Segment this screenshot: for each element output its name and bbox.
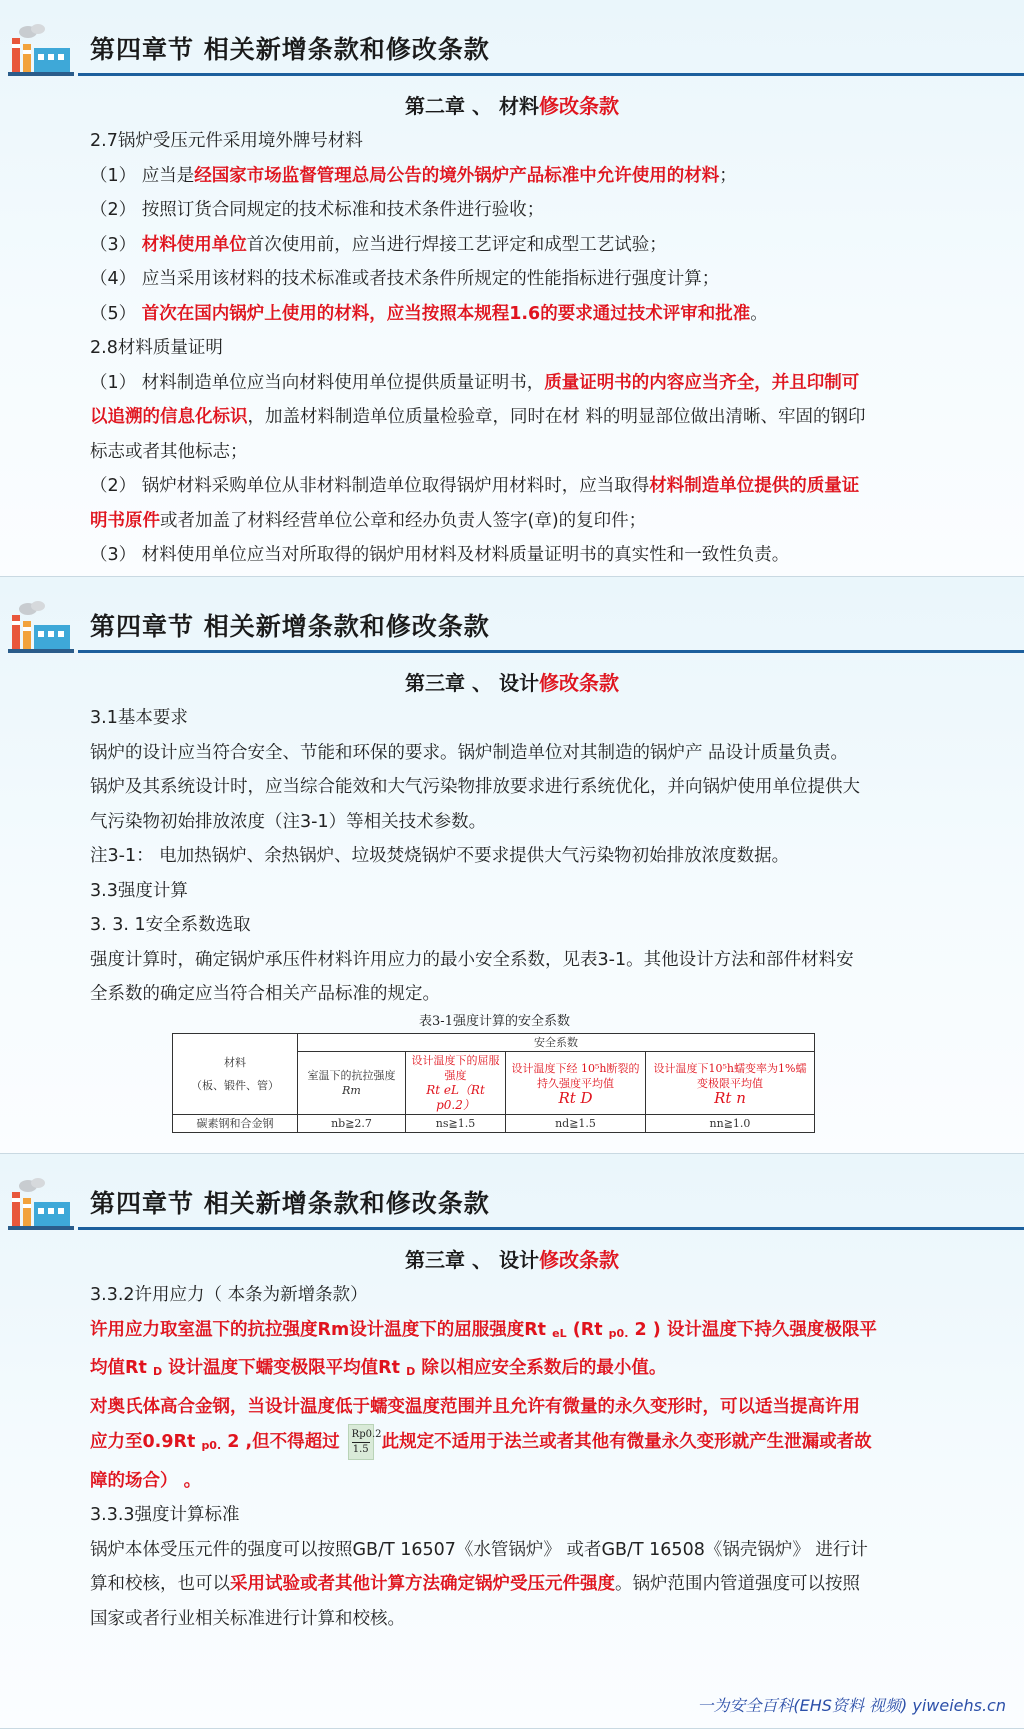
text-line	[90, 400, 940, 435]
text: 3.1基本要求	[90, 708, 188, 728]
text-line	[90, 736, 940, 771]
text: 除以相应安全系数后的最小值。	[415, 1358, 667, 1378]
clause-333-body-cont	[90, 1567, 940, 1602]
text: 锅炉及其系统设计时，应当综合能效和大气污染物排放要求进行系统优化，并向锅炉使用单位提供大	[90, 777, 860, 797]
chapter-heading-red: 修改条款	[538, 671, 619, 695]
text: 强度计算时，确定锅炉承压件材料许用应力的最小安全系数，见表3-1。其他设计方法和部件材料安	[90, 949, 854, 970]
text-line	[90, 159, 940, 194]
col-symbol: Rt n	[714, 1088, 746, 1107]
material-header-label: 材料	[224, 1056, 246, 1069]
text-line	[90, 538, 940, 573]
slide-design	[0, 577, 1024, 1154]
slide-header	[0, 18, 1024, 80]
safety-factor-table	[172, 1033, 815, 1133]
chapter-heading-black: 第三章 、 设计	[405, 671, 539, 695]
section-title: 第四章节 相关新增条款和修改条款	[90, 1189, 490, 1218]
formula-denominator: 1.5	[352, 1444, 369, 1455]
highlight-text: 明书原件	[90, 510, 160, 531]
clause-333-body: 锅炉本体受压元件的强度可以按照GB/T 16507《水管锅炉》 或者GB/T 16508《锅壳锅炉》 进行计	[90, 1539, 868, 1560]
allowable-stress-definition-cont	[90, 1351, 940, 1390]
highlight-text: 经国家市场监督管理总局公告的境外锅炉产品标准中允许使用的材料	[194, 165, 720, 186]
subscript: eL	[552, 1326, 567, 1340]
text: 气污染物初始排放浓度（注3-1）等相关技术参数。	[90, 811, 487, 832]
text-line	[90, 701, 940, 736]
subscript: D	[152, 1365, 163, 1378]
text: （1） 应当是	[90, 165, 195, 186]
slide-header	[0, 1172, 1024, 1234]
text-line	[90, 228, 940, 263]
text: 此规定不适用于法兰或者其他有微量永久变形就产生泄漏或者故	[381, 1432, 872, 1452]
col-label: 室温下的抗拉强度	[307, 1069, 396, 1082]
watermark: 一为安全百科(EHS资料 视频) yiweiehs.cn	[697, 1696, 1006, 1715]
text-line	[90, 908, 940, 943]
text-line	[90, 435, 940, 470]
subscript: D	[406, 1365, 416, 1378]
table-cell: ns≧1.5	[406, 1115, 506, 1133]
col-label: 设计温度下10⁵h蠕变率为1%蠕 变极限平均值	[653, 1061, 807, 1090]
safety-factor-table-figure	[172, 1011, 817, 1145]
material-header	[173, 1034, 298, 1115]
chapter-heading	[0, 90, 1024, 119]
material-header-sub: （板、锻件、管）	[191, 1079, 279, 1092]
text-line	[90, 839, 940, 874]
subscript: p0.	[608, 1326, 629, 1340]
text-line	[90, 297, 940, 332]
highlight-text: 以追溯的信息化标识	[90, 407, 248, 427]
clause-332-title: 3.3.2许用应力（ 本条为新增条款）	[90, 1285, 368, 1305]
subscript: p0.	[201, 1439, 222, 1452]
section-title: 第四章节 相关新增条款和修改条款	[90, 35, 490, 64]
text: 全系数的确定应当符合相关产品标准的规定。	[90, 984, 440, 1004]
text: （3） 材料使用单位应当对所取得的锅炉用材料及材料质量证明书的真实性和一致性负责。	[90, 545, 790, 565]
text: (Rt	[566, 1319, 609, 1340]
col-symbol: Rt D	[558, 1088, 593, 1107]
clause-333-title: 3.3.3强度计算标准	[90, 1505, 240, 1525]
formula-image	[348, 1424, 382, 1460]
text: 。	[750, 303, 768, 324]
table-cell: nn≧1.0	[646, 1115, 815, 1133]
header-divider	[78, 650, 1024, 653]
factory-icon	[8, 1178, 74, 1230]
text-line	[90, 874, 940, 909]
text: 。锅炉范围内管道强度可以按照	[615, 1574, 860, 1594]
col-label: 设计温度下的屈服强度	[411, 1054, 500, 1082]
text: ；	[719, 165, 737, 186]
text-line	[90, 124, 940, 159]
text: 设计温度下蠕变极限平均值Rt	[162, 1358, 407, 1378]
text: 均值Rt	[90, 1358, 153, 1378]
chapter-heading	[0, 667, 1024, 696]
text-line	[90, 469, 940, 504]
text-line	[90, 504, 940, 539]
text: 2.8材料质量证明	[90, 338, 223, 358]
col-rn	[646, 1052, 815, 1115]
header-divider	[78, 73, 1024, 76]
table-cell: nb≧2.7	[298, 1115, 406, 1133]
austenitic-steel-clause-cont	[90, 1424, 940, 1464]
text: 或者加盖了材料经营单位公章和经办负责人签字(章)的复印件；	[160, 510, 647, 531]
text: 算和校核，也可以	[90, 1574, 230, 1594]
text: （2） 锅炉材料采购单位从非材料制造单位取得锅炉用材料时，应当取得	[90, 476, 650, 496]
text: （5）	[90, 303, 142, 324]
slide-header	[0, 595, 1024, 657]
section-title: 第四章节 相关新增条款和修改条款	[90, 612, 490, 641]
text: 许用应力取室温下的抗拉强度Rm设计温度下的屈服强度Rt	[90, 1319, 553, 1340]
col-rel	[406, 1052, 506, 1115]
text-line	[90, 977, 940, 1012]
allowable-stress-content	[90, 1278, 940, 1636]
chapter-heading-red: 修改条款	[538, 1248, 619, 1272]
text: （2） 按照订货合同规定的技术标准和技术条件进行验收；	[90, 200, 545, 220]
safety-header: 安全系数	[298, 1034, 815, 1052]
text: 2.7锅炉受压元件采用境外牌号材料	[90, 131, 363, 151]
text-line	[90, 770, 940, 805]
text: 注3-1： 电加热锅炉、余热锅炉、垃圾焚烧锅炉不要求提供大气污染物初始排放浓度数据。	[90, 846, 790, 866]
slide-allowable-stress	[0, 1154, 1024, 1729]
materials-content	[90, 124, 940, 573]
design-content	[90, 701, 940, 1012]
table-cell: nd≧1.5	[506, 1115, 646, 1133]
text: （3）	[90, 234, 142, 255]
col-symbol: Rt eL（Rt p0.2）	[426, 1083, 485, 1112]
austenitic-steel-clause: 对奥氏体高合金钢，当设计温度低于蠕变温度范围并且允许有微量的永久变形时，可以适当提高许用	[90, 1396, 860, 1417]
highlight-text: 材料制造单位提供的质量证	[649, 476, 860, 496]
text-line	[90, 262, 940, 297]
text-line	[90, 805, 940, 840]
text: （4） 应当采用该材料的技术标准或者技术条件所规定的性能指标进行强度计算；	[90, 269, 720, 289]
row-label: 碳素钢和合金钢	[173, 1115, 298, 1133]
chapter-heading-black: 第二章 、 材料	[405, 94, 539, 118]
text: 首次使用前，应当进行焊接工艺评定和成型工艺试验；	[246, 234, 667, 255]
chapter-heading-black: 第三章 、 设计	[405, 1248, 539, 1272]
text: 3.3强度计算	[90, 880, 188, 901]
text-line	[90, 366, 940, 401]
highlight-text: 材料使用单位	[141, 234, 247, 255]
col-label: 设计温度下经 10⁵h断裂的持久强度平均值	[511, 1061, 640, 1090]
text: 标志或者其他标志；	[90, 441, 248, 462]
header-divider	[78, 1227, 1024, 1230]
highlight-text: 质量证明书的内容应当齐全，并且印制可	[544, 372, 860, 393]
highlight-text: 首次在国内锅炉上使用的材料，应当按照本规程1.6的要求通过技术评审和批准	[141, 303, 751, 324]
table-caption: 表3-1强度计算的安全系数	[419, 1014, 570, 1029]
chapter-heading-red: 修改条款	[538, 94, 619, 118]
text-line	[90, 331, 940, 366]
text: 3. 3. 1安全系数选取	[90, 915, 251, 935]
text-line	[90, 943, 940, 978]
col-rm	[298, 1052, 406, 1115]
factory-icon	[8, 601, 74, 653]
slide-materials	[0, 0, 1024, 577]
text: 锅炉的设计应当符合安全、节能和环保的要求。锅炉制造单位对其制造的锅炉产 品设计质量负责。	[90, 742, 849, 763]
text-line	[90, 193, 940, 228]
clause-333-body-end: 国家或者行业相关标准进行计算和校核。	[90, 1608, 405, 1629]
chapter-heading	[0, 1244, 1024, 1273]
text: 2 ) 设计温度下持久强度极限平	[628, 1319, 877, 1340]
factory-icon	[8, 24, 74, 76]
austenitic-steel-clause-end: 障的场合） 。	[90, 1470, 202, 1491]
col-rd	[506, 1052, 646, 1115]
highlight-text: 采用试验或者其他计算方法确定锅炉受压元件强度	[230, 1574, 615, 1594]
text: 应力至0.9Rt	[90, 1432, 202, 1452]
text: （1） 材料制造单位应当向材料使用单位提供质量证明书，	[90, 372, 545, 393]
col-symbol: Rm	[342, 1084, 361, 1097]
formula-numerator: Rp0.2	[352, 1428, 370, 1443]
text: ，加盖材料制造单位质量检验章，同时在材 料的明显部位做出清晰、牢固的钢印	[247, 407, 866, 427]
allowable-stress-definition	[90, 1313, 940, 1352]
text: 2 ,但不得超过	[221, 1432, 340, 1452]
